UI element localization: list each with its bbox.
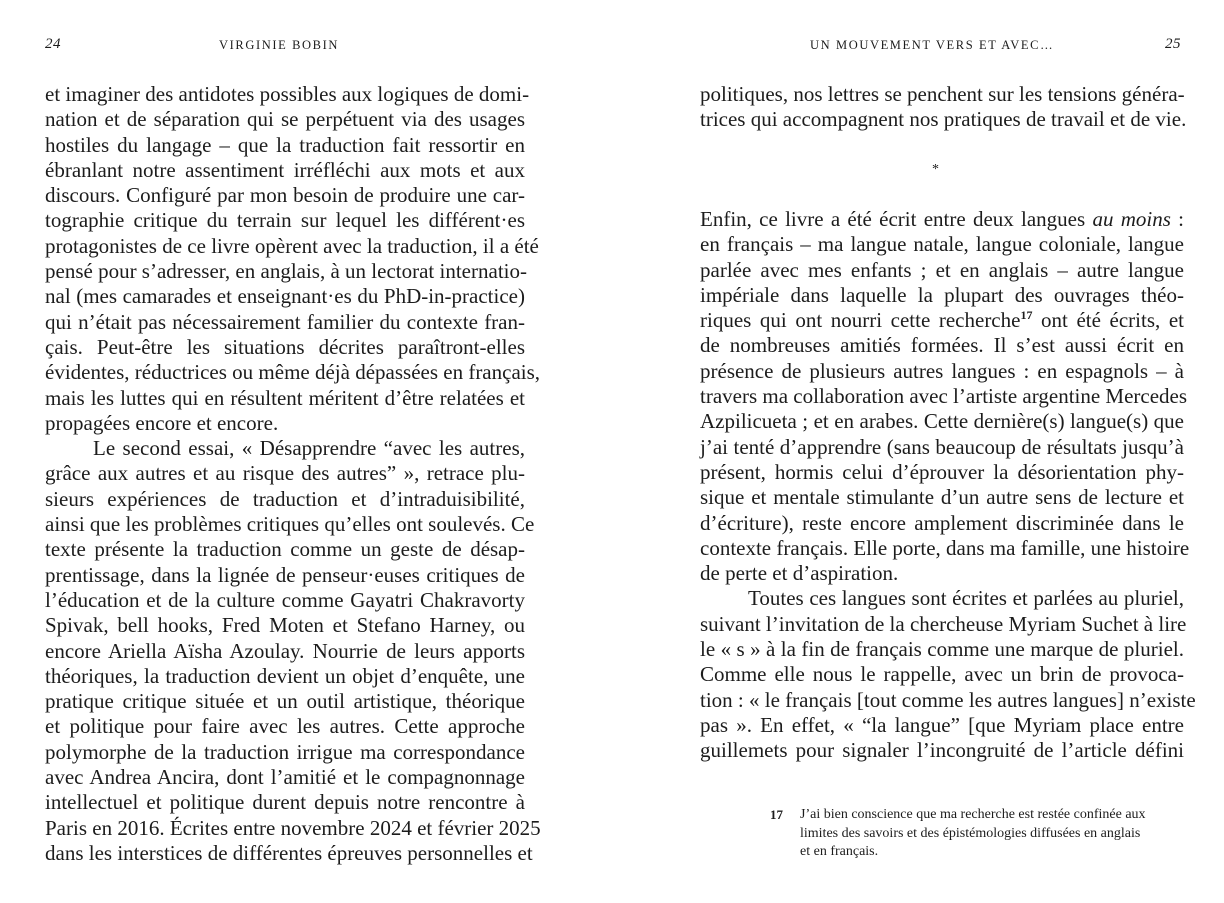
text-fragment: riques qui ont nourri cette recherche <box>700 308 1021 333</box>
text-line: guillemets pour signaler l’incongruité de l’article défini <box>700 738 1184 763</box>
text-line: sieurs expériences de traduction et d’intraduisibilité, <box>45 486 525 511</box>
text-line: pensé pour s’adresser, en anglais, à un lectorat internatio- <box>45 259 527 284</box>
text-line: j’ai tenté d’apprendre (sans beaucoup de résultats jusqu’à <box>700 434 1184 459</box>
text-line: présent, hormis celui d’éprouver la désorientation phy- <box>700 459 1184 484</box>
text-line: propagées encore et encore. <box>45 410 279 435</box>
text-line: nal (mes camarades et enseignant·es du PhD-in-practice) <box>45 284 525 309</box>
text-line: dans les interstices de différentes épreuves personnelles et <box>45 840 533 865</box>
footnote-reference[interactable]: 17 <box>1020 308 1033 323</box>
text-line: avec Andrea Ancira, dont l’amitié et le compagnonnage <box>45 765 525 790</box>
text-line: hostiles du langage – que la traduction fait ressortir en <box>45 132 525 157</box>
text-line: prentissage, dans la lignée de penseur·euses critiques de <box>45 562 525 587</box>
text-line: évidentes, réductrices ou même déjà dépassées en français, <box>45 360 541 385</box>
text-line: théoriques, la traduction devient un objet d’enquête, une <box>45 663 525 688</box>
text-line: Spivak, bell hooks, Fred Moten et Stefano Harney, ou <box>45 613 525 638</box>
text-line: pratique critique située et un outil artistique, théorique <box>45 689 525 714</box>
text-line: contexte français. Elle porte, dans ma famille, une histoire <box>700 535 1190 560</box>
paragraph-start-line: Toutes ces langues sont écrites et parlées au pluriel, <box>748 586 1184 611</box>
right-body-text <box>700 207 1196 764</box>
text-line: Azpilicueta ; et en arabes. Cette dernière(s) langue(s) que <box>700 409 1184 434</box>
text-line: encore Ariella Aïsha Azoulay. Nourrie de leurs apports <box>45 638 525 663</box>
section-break-asterisk: * <box>932 162 939 177</box>
text-line: parlée avec mes enfants ; et en anglais – autre langue <box>700 257 1184 282</box>
text-line: impériale dans laquelle la plupart des ouvrages théo- <box>700 282 1184 307</box>
text-line: grâce aux autres et au risque des autres” », retrace plu- <box>45 461 525 486</box>
text-line: tographie critique du terrain sur lequel les différent·es <box>45 208 525 233</box>
text-line: en français – ma langue natale, langue coloniale, langue <box>700 232 1184 257</box>
text-line <box>700 207 1184 232</box>
text-line: polymorphe de la traduction irrigue ma correspondance <box>45 739 525 764</box>
text-line <box>700 308 1184 333</box>
text-line: d’écriture), reste encore amplement discriminée dans le <box>700 510 1184 535</box>
text-line: et politique pour faire avec les autres. Cette approche <box>45 714 525 739</box>
running-head-author: VIRGINIE BOBIN <box>219 38 339 52</box>
text-line: Paris en 2016. Écrites entre novembre 2024 et février 2025 <box>45 815 541 840</box>
text-line: protagonistes de ce livre opèrent avec la traduction, il a été <box>45 233 539 258</box>
text-line: trices qui accompagnent nos pratiques de travail et de vie. <box>700 107 1187 132</box>
text-line: tion : « le français [tout comme les autres langues] n’existe <box>700 687 1196 712</box>
left-body-text <box>45 82 541 866</box>
text-line: suivant l’invitation de la chercheuse Myriam Suchet à lire <box>700 611 1187 636</box>
footnote-line: limites des savoirs et des épistémologies diffusées en anglais <box>800 825 1141 841</box>
text-line: ébranlant notre assentiment irréfléchi aux mots et aux <box>45 157 525 182</box>
text-line: de perte et d’aspiration. <box>700 561 899 586</box>
text-line: sique et mentale stimulante d’un autre sens de lecture et <box>700 485 1184 510</box>
right-page <box>612 0 1224 903</box>
text-line: discours. Configuré par mon besoin de produire une car- <box>45 183 525 208</box>
footnote-line: J’ai bien conscience que ma recherche est restée confinée aux <box>800 807 1146 822</box>
footnote-number: 17 <box>770 807 783 822</box>
text-line: mais les luttes qui en résultent méritent d’être relatées et <box>45 385 525 410</box>
italic-emphasis: au moins <box>1092 207 1171 231</box>
text-line: pas ». En effet, « “la langue” [que Myriam place entre <box>700 712 1184 737</box>
footnote-text <box>800 806 1190 862</box>
text-line: intellectuel et politique durent depuis notre rencontre à <box>45 790 525 815</box>
text-line: çais. Peut-être les situations décrites paraîtront-elles <box>45 334 525 359</box>
footnote-line: et en français. <box>800 844 879 859</box>
text-line: Comme elle nous le rappelle, avec un brin de provoca- <box>700 662 1184 687</box>
text-fragment: Enfin, ce livre a été écrit entre deux langues <box>700 207 1093 231</box>
text-line: présence de plusieurs autres langues : en espagnols – à <box>700 358 1184 383</box>
paragraph-start-line: Le second essai, « Désapprendre “avec les autres, <box>93 436 525 461</box>
page-number-right: 25 <box>1165 36 1181 52</box>
text-line: ainsi que les problèmes critiques qu’elles ont soulevés. Ce <box>45 512 535 537</box>
text-fragment: ont été écrits, et <box>1032 308 1184 333</box>
text-line: texte présente la traduction comme un geste de désap- <box>45 537 525 562</box>
text-line: nation et de séparation qui se perpétuent via des usages <box>45 107 525 132</box>
text-line: et imaginer des antidotes possibles aux logiques de domi- <box>45 82 530 106</box>
text-line: travers ma collaboration avec l’artiste argentine Mercedes <box>700 384 1188 409</box>
text-line: qui n’était pas nécessairement familier du contexte fran- <box>45 309 525 334</box>
text-line: le « s » à la fin de français comme une marque de pluriel. <box>700 637 1184 662</box>
text-line: politiques, nos lettres se penchent sur les tensions généra- <box>700 82 1185 106</box>
text-line: de nombreuses amitiés formées. Il s’est aussi écrit en <box>700 333 1184 358</box>
page-number-left: 24 <box>45 36 61 52</box>
right-body-continuation <box>700 82 1187 133</box>
running-head-title: UN MOUVEMENT VERS ET AVEC… <box>810 38 1055 52</box>
text-line: l’éducation et de la culture comme Gayatri Chakravorty <box>45 587 525 612</box>
text-fragment: : <box>1170 207 1184 231</box>
